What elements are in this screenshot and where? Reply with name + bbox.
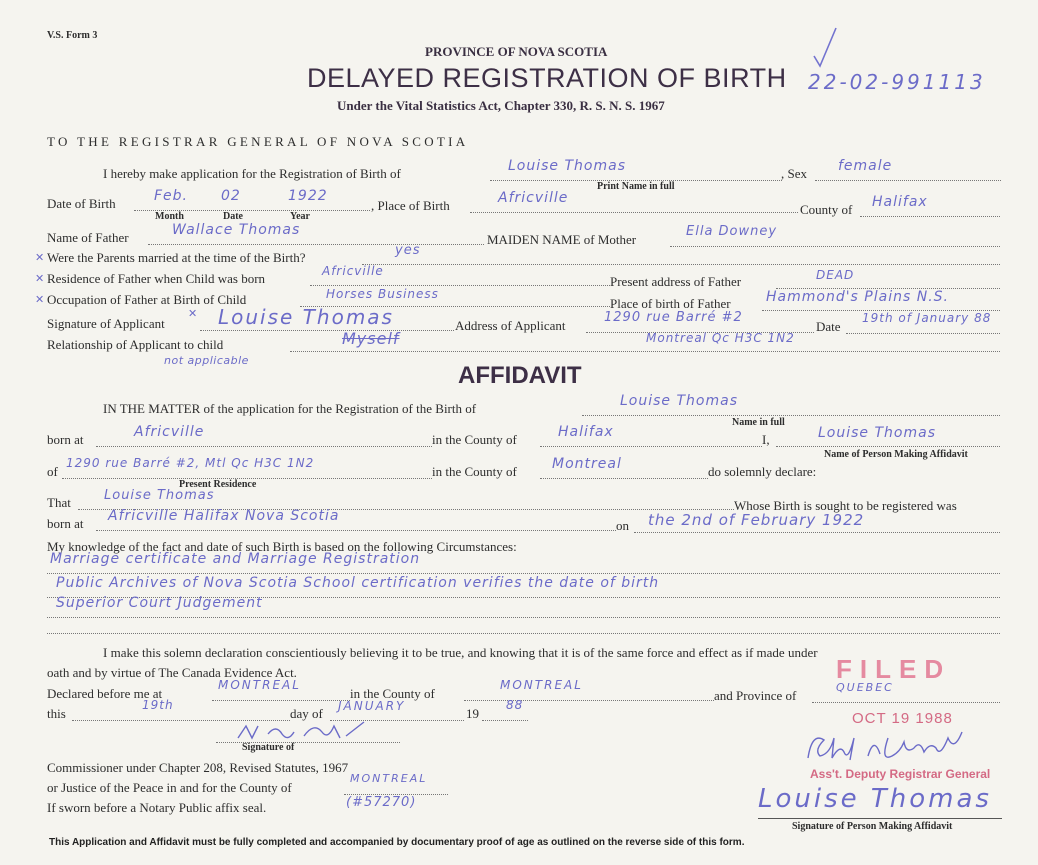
matter-name-value: Louise Thomas xyxy=(620,393,738,409)
born-at-value: Africville xyxy=(134,424,205,440)
father-occupation-label: Occupation of Father at Birth of Child xyxy=(47,292,247,307)
county-label: County of xyxy=(800,202,853,217)
affiant-i-label: I, xyxy=(762,432,770,447)
applicant-signature-value: Louise Thomas xyxy=(218,305,394,329)
signature-of-caption: Signature of xyxy=(242,742,295,753)
year-caption: Year xyxy=(290,211,310,222)
sex-value: female xyxy=(838,158,893,174)
county-of-label-2: in the County of xyxy=(432,464,517,479)
date-label: Date xyxy=(816,319,841,334)
intro-label: I hereby make application for the Registration of Birth of xyxy=(103,166,401,181)
present-residence-value: 1290 rue Barré #2, Mtl Qc H3C 1N2 xyxy=(66,456,315,470)
circumstance-line-1: Marriage certificate and Marriage Registration xyxy=(50,551,421,567)
commissioner-line-1: Commissioner under Chapter 208, Revised Statutes, 1967 xyxy=(47,760,349,775)
declared-at-value: MONTREAL xyxy=(218,678,301,692)
mother-name-value: Ella Downey xyxy=(686,224,778,239)
mother-name-label: MAIDEN NAME of Mother xyxy=(487,232,637,247)
page-subtitle: Under the Vital Statistics Act, Chapter 330, R. S. N. S. 1967 xyxy=(337,98,665,113)
registrar-role-stamp: Ass't. Deputy Registrar General xyxy=(810,767,991,781)
notary-seal-label: If sworn before a Notary Public affix seal. xyxy=(47,800,267,815)
matter-label: IN THE MATTER of the application for the Registration of the Birth of xyxy=(103,401,477,416)
child-name-value: Louise Thomas xyxy=(508,158,626,174)
province-of-label: and Province of xyxy=(714,688,797,703)
father-residence-value: Africville xyxy=(322,264,384,278)
father-residence-label: Residence of Father when Child was born xyxy=(47,271,266,286)
whose-birth-label: Whose Birth is sought to be registered was xyxy=(734,498,957,513)
relationship-label: Relationship of Applicant to child xyxy=(47,337,224,352)
registration-number: 22-02-991113 xyxy=(808,70,986,94)
day-of-label: day of xyxy=(290,706,323,721)
filed-stamp: FILED xyxy=(836,654,952,684)
applicant-signature-label: Signature of Applicant xyxy=(47,316,165,331)
affiant-name-value: Louise Thomas xyxy=(818,425,936,441)
month-caption: Month xyxy=(155,211,184,222)
date-value: 19th of January 88 xyxy=(862,311,992,325)
solemn-declaration-2: oath and by virtue of The Canada Evidence Act. xyxy=(47,665,297,680)
registrar-signature xyxy=(798,728,988,764)
name-full-caption: Name in full xyxy=(732,417,785,428)
applicant-address-line2: Montreal Qc H3C 1N2 xyxy=(646,331,795,345)
county-of-label: in the County of xyxy=(432,432,517,447)
relationship-value: Myself xyxy=(342,329,400,348)
of-label: of xyxy=(47,464,58,479)
x-mark-icon: ✕ xyxy=(35,272,45,285)
applicant-address-value: 1290 rue Barré #2 xyxy=(604,310,743,325)
date-caption: Date xyxy=(223,211,243,222)
affiant-signature: Louise Thomas xyxy=(758,784,992,814)
that-name-value: Louise Thomas xyxy=(104,488,215,503)
present-address-value: DEAD xyxy=(816,268,855,282)
declared-at-label: Declared before me at xyxy=(47,686,163,701)
declared-day-value: 19th xyxy=(142,698,174,712)
dob-label: Date of Birth xyxy=(47,196,116,211)
father-name-label: Name of Father xyxy=(47,230,129,245)
sex-label: , Sex xyxy=(781,166,807,181)
present-residence-caption: Present Residence xyxy=(179,479,257,490)
present-address-label: Present address of Father xyxy=(610,274,742,289)
county-value: Halifax xyxy=(872,194,928,210)
born-at-label-2: born at xyxy=(47,516,84,531)
affiant-signature-caption: Signature of Person Making Affidavit xyxy=(792,821,953,832)
father-birthplace-label: Place of birth of Father xyxy=(610,296,731,311)
dob-year-value: 1922 xyxy=(288,188,328,204)
applicant-address-label: Address of Applicant xyxy=(455,318,566,333)
place-of-birth-value: Africville xyxy=(498,190,569,206)
this-label: this xyxy=(47,706,66,721)
declared-year-value: 88 xyxy=(506,698,524,712)
solemn-declaration-1: I make this solemn declaration conscientiously believing it to be true, and knowing that it is of the same force and effect as if made under xyxy=(103,645,818,660)
province-heading: PROVINCE OF NOVA SCOTIA xyxy=(425,44,608,59)
print-name-caption: Print Name in full xyxy=(597,181,675,192)
born-county-value: Halifax xyxy=(558,424,614,440)
place-of-birth-label: , Place of Birth xyxy=(371,198,450,213)
declared-county-value: MONTREAL xyxy=(500,678,583,692)
x-mark-icon: ✕ xyxy=(35,251,45,264)
commissioner-signature xyxy=(232,718,392,744)
county-of-label-3: in the County of xyxy=(350,686,435,701)
knowledge-label: My knowledge of the fact and date of such Birth is based on the following Circumstances: xyxy=(47,539,517,554)
solemnly-declare-label: do solemnly declare: xyxy=(708,464,817,479)
commissioner-number: (#57270) xyxy=(346,795,417,810)
x-mark-icon: ✕ xyxy=(188,307,198,320)
affidavit-heading: AFFIDAVIT xyxy=(458,362,582,389)
dob-date-value: 02 xyxy=(221,188,241,204)
page-title: DELAYED REGISTRATION OF BIRTH xyxy=(307,63,787,93)
footer-note: This Application and Affidavit must be fully completed and accompanied by documentary proof of age as outlined on the reverse side of this form. xyxy=(49,837,745,848)
addressee-line: TO THE REGISTRAR GENERAL OF NOVA SCOTIA xyxy=(47,134,469,149)
that-label: That xyxy=(47,495,71,510)
parents-married-label: Were the Parents married at the time of the Birth? xyxy=(47,250,306,265)
father-occupation-value: Horses Business xyxy=(326,287,439,301)
province-value: QUEBEC xyxy=(836,681,894,694)
x-mark-icon: ✕ xyxy=(35,293,45,306)
father-name-value: Wallace Thomas xyxy=(172,222,301,238)
dob-month-value: Feb. xyxy=(154,188,189,204)
form-number: V.S. Form 3 xyxy=(47,30,98,41)
circumstance-line-2: Public Archives of Nova Scotia School certification verifies the date of birth xyxy=(56,575,660,591)
residence-county-value: Montreal xyxy=(552,456,622,472)
commissioner-county-value: MONTREAL xyxy=(350,772,428,785)
parents-married-value: yes xyxy=(395,243,421,258)
commissioner-line-2: or Justice of the Peace in and for the County of xyxy=(47,780,292,795)
birth-date-value: the 2nd of February 1922 xyxy=(648,511,865,529)
filed-date-stamp: OCT 19 1988 xyxy=(852,710,953,727)
checkmark-icon xyxy=(812,26,838,70)
year-prefix-label: 19 xyxy=(466,706,479,721)
declared-month-value: JANUARY xyxy=(338,699,406,713)
born-at-full-value: Africville Halifax Nova Scotia xyxy=(108,508,340,524)
born-at-label: born at xyxy=(47,432,84,447)
on-label: on xyxy=(616,518,629,533)
circumstance-line-3: Superior Court Judgement xyxy=(56,595,263,611)
not-applicable-note: not applicable xyxy=(164,354,249,367)
affiant-name-caption: Name of Person Making Affidavit xyxy=(824,449,968,460)
father-birthplace-value: Hammond's Plains N.S. xyxy=(766,289,949,305)
